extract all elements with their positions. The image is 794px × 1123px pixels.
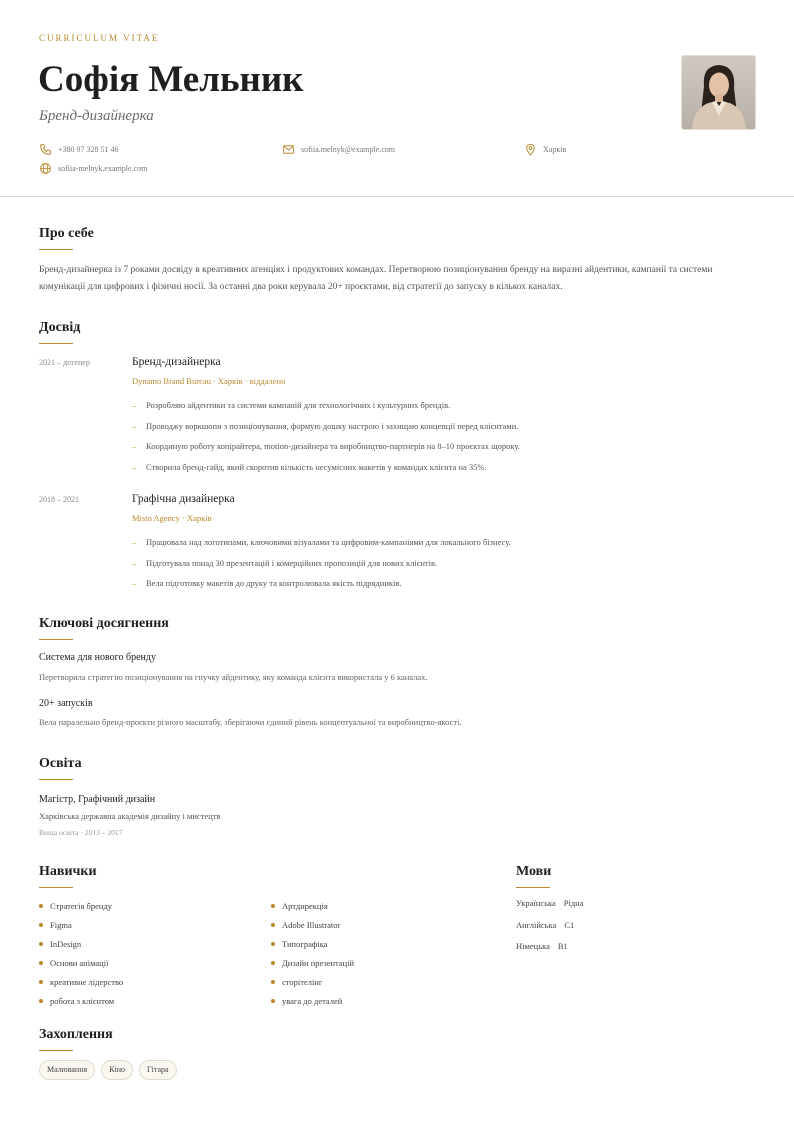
list-item	[132, 439, 520, 460]
language-item	[516, 896, 584, 918]
bullet-dot	[271, 923, 275, 927]
skills-title: Навички	[39, 864, 97, 879]
languages-underline	[516, 887, 550, 888]
language-name: Українська	[516, 898, 556, 908]
dash-bullet: –	[132, 400, 137, 410]
phone-icon	[39, 143, 52, 156]
dash-bullet: –	[132, 420, 137, 431]
job-org: Misto Agency · Харків	[132, 513, 212, 523]
experience-underline	[39, 343, 73, 344]
language-level: C1	[564, 919, 575, 930]
interest-chip: Малювання	[39, 1060, 95, 1080]
interests-title: Захоплення	[39, 1027, 113, 1042]
location-pin-icon	[524, 143, 537, 156]
achievement-title: 20+ запусків	[39, 698, 93, 709]
skill-label: InDesign	[50, 938, 82, 949]
language-item	[516, 939, 584, 961]
bullet-text: Розробляю айдентики та системи кампаній для технологічних і культурних брендів.	[146, 400, 451, 410]
list-item	[132, 419, 520, 440]
globe-icon	[39, 162, 52, 175]
interests-underline	[39, 1050, 73, 1051]
location-text: Харків	[543, 145, 567, 154]
list-item	[132, 556, 511, 577]
skill-item	[271, 972, 354, 991]
language-name: Німецька	[516, 941, 550, 951]
skill-item	[271, 991, 354, 1010]
person-role: Бренд-дизайнерка	[39, 108, 154, 124]
list-item	[132, 535, 511, 556]
job-dates: 2018 – 2021	[39, 495, 79, 504]
bullet-dot	[271, 999, 275, 1003]
language-name: Англійська	[516, 919, 557, 930]
bullet-dot	[39, 904, 43, 908]
skills-column-1	[39, 896, 123, 1010]
email-text: sofiia.melnyk@example.com	[301, 145, 396, 154]
dash-bullet: –	[132, 441, 137, 452]
skill-label: Adobe Illustrator	[282, 919, 341, 930]
phone-text: +380 97 328 51 46	[58, 145, 119, 154]
skills-column-2	[271, 896, 354, 1010]
job-title: Графічна дизайнерка	[132, 493, 235, 505]
portrait-image	[682, 56, 755, 129]
skill-item	[39, 915, 123, 934]
document-kicker: CURRICULUM VITAE	[39, 33, 160, 43]
bullet-text: Проводжу воркшопи з позиціонування, формую дошку настрою і захищаю концепції перед клієнтами.	[146, 420, 519, 431]
header-divider	[0, 196, 794, 197]
bullet-dot	[271, 961, 275, 965]
portrait-photo	[681, 55, 756, 130]
contact-website[interactable]	[39, 162, 147, 175]
bullet-dot	[271, 904, 275, 908]
education-school: Харківська державна академія дизайну і мистецтв	[39, 811, 221, 821]
skill-label: Стратегія бренду	[50, 900, 113, 911]
skill-item	[271, 934, 354, 953]
experience-title: Досвід	[39, 320, 81, 335]
list-item	[132, 398, 520, 419]
dash-bullet: –	[132, 462, 137, 473]
bullet-text: Координую роботу копірайтера, motion-дизайнера та виробництво-партнерів на 8–10 проєктах щороку.	[146, 441, 520, 452]
dash-bullet: –	[132, 537, 137, 547]
skills-underline	[39, 887, 73, 888]
skill-label: Дизайн презентацій	[282, 957, 355, 968]
skill-label: креативне лідерство	[50, 976, 124, 987]
languages-title: Мови	[516, 864, 552, 879]
skill-label: Основи анімації	[50, 957, 109, 968]
skill-label: увага до деталей	[282, 995, 343, 1006]
skill-label: сторітелінг	[282, 976, 323, 987]
skill-item	[271, 896, 354, 915]
bullet-text: Підготувала понад 30 презентацій і комерційних пропозицій для нових клієнтів.	[146, 557, 438, 568]
interest-chip: Гітара	[139, 1060, 177, 1080]
bullet-dot	[39, 961, 43, 965]
bullet-dot	[39, 942, 43, 946]
skill-label: Артдирекція	[282, 900, 328, 911]
about-underline	[39, 249, 73, 250]
skill-item	[39, 991, 123, 1010]
interests-chips	[39, 1060, 183, 1080]
skill-item	[39, 934, 123, 953]
achievement-desc: Перетворила стратегію позиціонування на гнучку айдентику, яку команда клієнта використала у 6 каналах.	[39, 672, 428, 682]
languages-list	[516, 896, 584, 961]
skill-label: Типографіка	[282, 938, 328, 949]
education-underline	[39, 779, 73, 780]
language-level: B1	[557, 941, 568, 951]
skill-item	[271, 915, 354, 934]
skill-item	[39, 896, 123, 915]
job-org: Dynamo Brand Bureau · Харків · віддалено	[132, 376, 286, 386]
about-text: Бренд-дизайнерка із 7 роками досвіду в креативних агенціях і продуктових командах. Перетворюю позиціонування бренду на виразні айдентики, кампанії та системи комунікації для цифрових і фізичні носії. За останні два роки керувала 20+ проєктами, від стратегії до запуску в кількох каналах.	[39, 265, 713, 292]
bullet-dot	[39, 923, 43, 927]
achievements-title: Ключові досягнення	[39, 616, 169, 631]
bullet-dot	[39, 980, 43, 984]
dash-bullet: –	[132, 557, 137, 568]
education-title: Освіта	[39, 756, 82, 771]
bullet-dot	[271, 980, 275, 984]
language-level: Рідна	[563, 898, 584, 908]
skill-label: робота з клієнтом	[50, 995, 115, 1006]
contact-phone[interactable]	[39, 143, 119, 156]
skill-item	[271, 953, 354, 972]
bullet-text: Створила бренд-гайд, який скоротив кількість несумісних макетів у командах клієнта на 35%.	[146, 462, 487, 473]
person-name: Софія Мельник	[38, 59, 304, 100]
list-item	[132, 576, 511, 597]
job-title: Бренд-дизайнерка	[132, 356, 221, 368]
mail-icon	[282, 143, 295, 156]
achievement-title: Система для нового бренду	[39, 652, 156, 663]
bullet-text: Працювала над логотипами, ключовими візуалами та цифровим-кампаніями для локального бізнесу.	[146, 537, 511, 547]
bullet-dot	[271, 942, 275, 946]
achievements-underline	[39, 639, 73, 640]
list-item	[132, 460, 520, 481]
job-bullets	[132, 535, 511, 597]
education-meta: Вища освіта · 2013 – 2017	[39, 828, 123, 837]
website-text: sofiia-melnyk.example.com	[58, 164, 148, 173]
about-title: Про себе	[39, 226, 94, 241]
language-item	[516, 918, 584, 940]
skill-item	[39, 953, 123, 972]
job-bullets	[132, 398, 520, 481]
bullet-dot	[39, 999, 43, 1003]
job-dates: 2021 – дотепер	[39, 358, 90, 367]
interest-chip: Кіно	[101, 1060, 133, 1080]
dash-bullet: –	[132, 578, 137, 589]
education-degree: Магістр, Графічний дизайн	[39, 794, 156, 805]
skill-item	[39, 972, 123, 991]
contact-email[interactable]	[282, 143, 395, 156]
skill-label: Figma	[50, 919, 72, 930]
achievement-desc: Вела паралельно бренд-проєкти різного масштабу, зберігаючи єдиний рівень концептуальної та виробництво-якості.	[39, 717, 462, 727]
contact-location	[524, 143, 566, 156]
bullet-text: Вела підготовку макетів до друку та контролювала якість підрядників.	[146, 578, 402, 589]
